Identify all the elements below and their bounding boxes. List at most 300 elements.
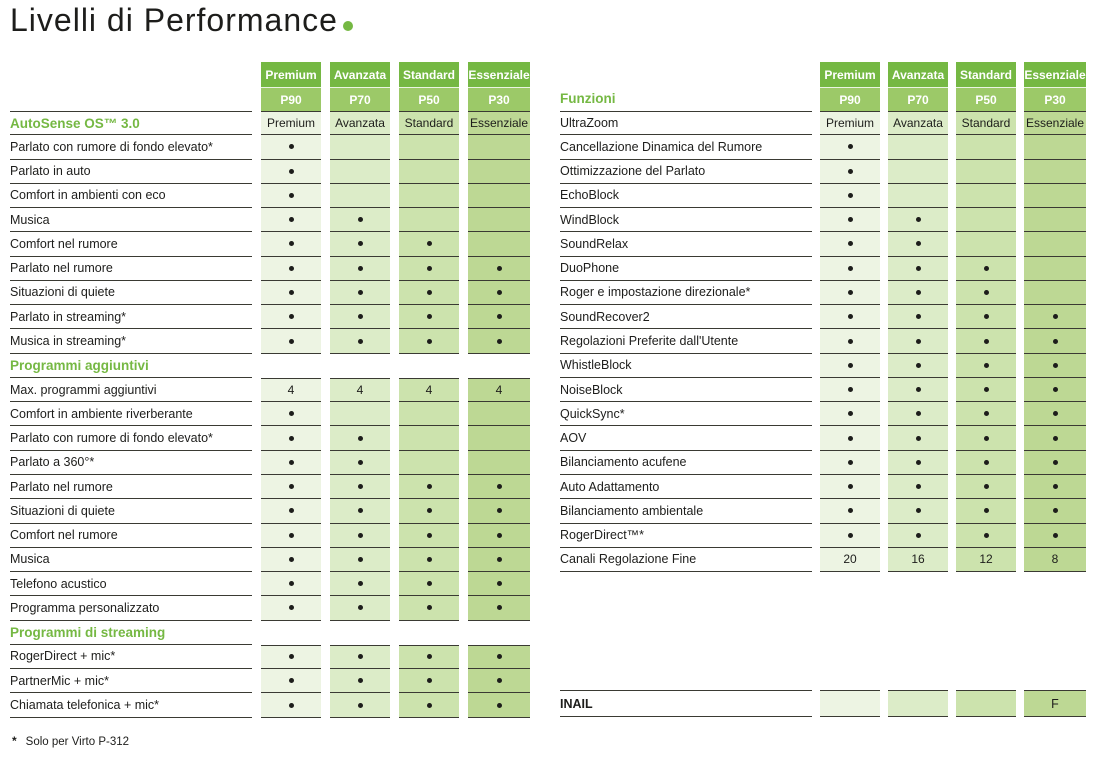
row-label: Parlato in auto bbox=[10, 160, 252, 184]
empty-cell bbox=[468, 160, 530, 184]
feature-dot-icon bbox=[497, 508, 502, 513]
feature-dot-icon bbox=[289, 678, 294, 683]
feature-dot-icon bbox=[497, 654, 502, 659]
feature-dot-icon bbox=[984, 266, 989, 271]
value-cell: Standard bbox=[956, 111, 1016, 135]
feature-cell bbox=[261, 426, 321, 450]
feature-cell bbox=[1024, 499, 1086, 523]
feature-dot-icon bbox=[848, 241, 853, 246]
value-cell: Avanzata bbox=[888, 111, 948, 135]
feature-cell bbox=[261, 548, 321, 572]
feature-dot-icon bbox=[358, 678, 363, 683]
inail-row bbox=[560, 690, 1086, 717]
feature-dot-icon bbox=[289, 508, 294, 513]
feature-cell bbox=[261, 645, 321, 669]
row-label: Chiamata telefonica + mic* bbox=[10, 693, 252, 717]
feature-dot-icon bbox=[497, 266, 502, 271]
feature-cell bbox=[330, 475, 390, 499]
feature-dot-icon bbox=[984, 339, 989, 344]
feature-dot-icon bbox=[848, 436, 853, 441]
functions-comparison-table bbox=[560, 62, 1086, 572]
feature-dot-icon bbox=[984, 314, 989, 319]
feature-dot-icon bbox=[289, 411, 294, 416]
feature-dot-icon bbox=[916, 339, 921, 344]
row-label: Bilanciamento acufene bbox=[560, 451, 812, 475]
feature-cell bbox=[820, 160, 880, 184]
feature-cell bbox=[888, 354, 948, 378]
feature-dot-icon bbox=[848, 290, 853, 295]
feature-cell bbox=[468, 524, 530, 548]
inail-empty-cell bbox=[888, 690, 948, 717]
empty-cell bbox=[468, 426, 530, 450]
feature-dot-icon bbox=[497, 339, 502, 344]
feature-dot-icon bbox=[289, 266, 294, 271]
feature-dot-icon bbox=[289, 605, 294, 610]
feature-cell bbox=[820, 475, 880, 499]
value-cell: 16 bbox=[888, 548, 948, 572]
row-label: Parlato nel rumore bbox=[10, 257, 252, 281]
code-header-p70: P70 bbox=[888, 88, 948, 111]
tier-header-p30: Essenziale bbox=[468, 62, 530, 88]
row-label: SoundRecover2 bbox=[560, 305, 812, 329]
value-cell: 4 bbox=[261, 378, 321, 402]
feature-cell bbox=[399, 645, 459, 669]
feature-cell bbox=[956, 378, 1016, 402]
feature-cell bbox=[888, 524, 948, 548]
feature-cell bbox=[399, 572, 459, 596]
feature-cell bbox=[399, 669, 459, 693]
feature-cell bbox=[261, 693, 321, 717]
feature-dot-icon bbox=[358, 339, 363, 344]
feature-dot-icon bbox=[358, 654, 363, 659]
feature-cell bbox=[261, 184, 321, 208]
feature-dot-icon bbox=[427, 508, 432, 513]
feature-cell bbox=[820, 378, 880, 402]
value-cell: Premium bbox=[261, 111, 321, 135]
feature-cell bbox=[956, 451, 1016, 475]
value-cell: Avanzata bbox=[330, 111, 390, 135]
feature-dot-icon bbox=[497, 290, 502, 295]
feature-dot-icon bbox=[848, 193, 853, 198]
feature-cell bbox=[820, 451, 880, 475]
feature-dot-icon bbox=[916, 314, 921, 319]
empty-cell bbox=[468, 184, 530, 208]
inail-empty-cell bbox=[956, 690, 1016, 717]
feature-cell bbox=[888, 475, 948, 499]
row-label: Parlato a 360°* bbox=[10, 451, 252, 475]
feature-dot-icon bbox=[848, 508, 853, 513]
feature-dot-icon bbox=[984, 460, 989, 465]
value-cell: Premium bbox=[820, 111, 880, 135]
feature-cell bbox=[1024, 354, 1086, 378]
empty-cell bbox=[399, 451, 459, 475]
feature-dot-icon bbox=[1053, 314, 1058, 319]
feature-cell bbox=[468, 257, 530, 281]
row-label: Musica in streaming* bbox=[10, 329, 252, 353]
feature-cell bbox=[956, 329, 1016, 353]
feature-cell bbox=[468, 281, 530, 305]
feature-dot-icon bbox=[916, 217, 921, 222]
feature-cell bbox=[468, 596, 530, 620]
feature-dot-icon bbox=[916, 460, 921, 465]
feature-dot-icon bbox=[427, 605, 432, 610]
page-title-text: Livelli di Performance bbox=[10, 2, 338, 38]
feature-dot-icon bbox=[497, 484, 502, 489]
feature-cell bbox=[820, 135, 880, 159]
feature-cell bbox=[261, 475, 321, 499]
row-label: Comfort nel rumore bbox=[10, 232, 252, 256]
feature-cell bbox=[261, 596, 321, 620]
feature-dot-icon bbox=[289, 193, 294, 198]
empty-cell bbox=[956, 160, 1016, 184]
feature-dot-icon bbox=[984, 533, 989, 538]
row-label: Parlato con rumore di fondo elevato* bbox=[10, 135, 252, 159]
feature-cell bbox=[330, 693, 390, 717]
row-label: SoundRelax bbox=[560, 232, 812, 256]
row-label: Comfort nel rumore bbox=[10, 524, 252, 548]
empty-cell bbox=[468, 208, 530, 232]
feature-cell bbox=[820, 281, 880, 305]
feature-dot-icon bbox=[289, 169, 294, 174]
empty-cell bbox=[888, 184, 948, 208]
feature-cell bbox=[468, 475, 530, 499]
tier-header-p50: Standard bbox=[399, 62, 459, 88]
feature-dot-icon bbox=[916, 290, 921, 295]
feature-dot-icon bbox=[848, 484, 853, 489]
feature-cell bbox=[261, 257, 321, 281]
code-header-p50: P50 bbox=[956, 88, 1016, 111]
feature-cell bbox=[399, 475, 459, 499]
row-label: Parlato nel rumore bbox=[10, 475, 252, 499]
row-label: Situazioni di quiete bbox=[10, 281, 252, 305]
feature-cell bbox=[956, 257, 1016, 281]
feature-cell bbox=[330, 669, 390, 693]
section-title: AutoSense OS™ 3.0 bbox=[10, 111, 252, 135]
feature-dot-icon bbox=[427, 484, 432, 489]
feature-dot-icon bbox=[848, 411, 853, 416]
feature-dot-icon bbox=[289, 654, 294, 659]
feature-cell bbox=[399, 693, 459, 717]
empty-cell bbox=[399, 160, 459, 184]
feature-dot-icon bbox=[916, 484, 921, 489]
feature-cell bbox=[888, 232, 948, 256]
title-green-dot-icon bbox=[343, 21, 353, 31]
empty-cell bbox=[399, 184, 459, 208]
feature-dot-icon bbox=[289, 703, 294, 708]
tier-header-p50: Standard bbox=[956, 62, 1016, 88]
feature-cell bbox=[261, 208, 321, 232]
feature-dot-icon bbox=[916, 363, 921, 368]
feature-dot-icon bbox=[1053, 363, 1058, 368]
feature-dot-icon bbox=[1053, 508, 1058, 513]
feature-dot-icon bbox=[358, 557, 363, 562]
feature-cell bbox=[261, 305, 321, 329]
feature-cell bbox=[888, 426, 948, 450]
feature-cell bbox=[261, 402, 321, 426]
feature-dot-icon bbox=[848, 460, 853, 465]
feature-cell bbox=[330, 645, 390, 669]
row-label: Ottimizzazione del Parlato bbox=[560, 160, 812, 184]
feature-cell bbox=[956, 499, 1016, 523]
feature-cell bbox=[468, 693, 530, 717]
row-label: Comfort in ambiente riverberante bbox=[10, 402, 252, 426]
feature-cell bbox=[956, 524, 1016, 548]
tier-header-p90: Premium bbox=[261, 62, 321, 88]
feature-dot-icon bbox=[848, 314, 853, 319]
code-header-p30: P30 bbox=[1024, 88, 1086, 111]
feature-cell bbox=[1024, 329, 1086, 353]
feature-cell bbox=[261, 329, 321, 353]
feature-dot-icon bbox=[984, 436, 989, 441]
feature-cell bbox=[820, 305, 880, 329]
feature-cell bbox=[399, 499, 459, 523]
feature-cell bbox=[820, 402, 880, 426]
inail-value-cell: F bbox=[1024, 690, 1086, 717]
feature-dot-icon bbox=[427, 314, 432, 319]
feature-cell bbox=[399, 305, 459, 329]
feature-cell bbox=[330, 524, 390, 548]
feature-dot-icon bbox=[289, 460, 294, 465]
feature-cell bbox=[468, 499, 530, 523]
feature-cell bbox=[956, 475, 1016, 499]
feature-dot-icon bbox=[984, 363, 989, 368]
empty-cell bbox=[330, 160, 390, 184]
feature-dot-icon bbox=[427, 241, 432, 246]
feature-dot-icon bbox=[984, 508, 989, 513]
row-label: Situazioni di quiete bbox=[10, 499, 252, 523]
feature-cell bbox=[261, 451, 321, 475]
feature-dot-icon bbox=[497, 314, 502, 319]
empty-cell bbox=[1024, 135, 1086, 159]
feature-cell bbox=[888, 499, 948, 523]
feature-cell bbox=[261, 160, 321, 184]
feature-dot-icon bbox=[289, 144, 294, 149]
section-title: Programmi aggiuntivi bbox=[10, 354, 252, 378]
feature-dot-icon bbox=[916, 241, 921, 246]
feature-dot-icon bbox=[358, 484, 363, 489]
empty-cell bbox=[399, 426, 459, 450]
empty-cell bbox=[468, 135, 530, 159]
feature-dot-icon bbox=[1053, 436, 1058, 441]
feature-cell bbox=[1024, 475, 1086, 499]
feature-dot-icon bbox=[358, 217, 363, 222]
feature-dot-icon bbox=[358, 241, 363, 246]
feature-dot-icon bbox=[984, 290, 989, 295]
inail-label: INAIL bbox=[560, 690, 812, 717]
feature-dot-icon bbox=[427, 557, 432, 562]
empty-cell bbox=[468, 451, 530, 475]
feature-dot-icon bbox=[497, 605, 502, 610]
feature-cell bbox=[261, 524, 321, 548]
feature-dot-icon bbox=[358, 290, 363, 295]
code-header-p70: P70 bbox=[330, 88, 390, 111]
code-header-p50: P50 bbox=[399, 88, 459, 111]
footnote-text: Solo per Virto P-312 bbox=[25, 736, 130, 748]
code-header-p90: P90 bbox=[261, 88, 321, 111]
feature-dot-icon bbox=[358, 533, 363, 538]
feature-dot-icon bbox=[497, 557, 502, 562]
feature-dot-icon bbox=[358, 581, 363, 586]
feature-cell bbox=[468, 669, 530, 693]
feature-cell bbox=[330, 499, 390, 523]
feature-cell bbox=[399, 232, 459, 256]
feature-dot-icon bbox=[848, 339, 853, 344]
feature-cell bbox=[820, 499, 880, 523]
feature-dot-icon bbox=[916, 387, 921, 392]
feature-dot-icon bbox=[289, 484, 294, 489]
feature-dot-icon bbox=[289, 217, 294, 222]
feature-dot-icon bbox=[289, 241, 294, 246]
value-cell: 12 bbox=[956, 548, 1016, 572]
empty-cell bbox=[888, 160, 948, 184]
empty-cell bbox=[468, 232, 530, 256]
feature-dot-icon bbox=[916, 266, 921, 271]
feature-cell bbox=[330, 426, 390, 450]
empty-cell bbox=[956, 135, 1016, 159]
feature-cell bbox=[820, 257, 880, 281]
feature-cell bbox=[1024, 524, 1086, 548]
feature-dot-icon bbox=[289, 290, 294, 295]
feature-cell bbox=[399, 596, 459, 620]
footnote bbox=[12, 734, 129, 748]
value-cell: Standard bbox=[399, 111, 459, 135]
feature-cell bbox=[330, 305, 390, 329]
feature-cell bbox=[399, 548, 459, 572]
feature-cell bbox=[956, 281, 1016, 305]
feature-dot-icon bbox=[848, 363, 853, 368]
feature-cell bbox=[888, 281, 948, 305]
header-label-cell bbox=[560, 62, 812, 111]
feature-dot-icon bbox=[289, 314, 294, 319]
feature-cell bbox=[1024, 305, 1086, 329]
feature-dot-icon bbox=[497, 581, 502, 586]
feature-dot-icon bbox=[358, 605, 363, 610]
page-title bbox=[10, 2, 353, 39]
feature-dot-icon bbox=[1053, 533, 1058, 538]
row-label: AOV bbox=[560, 426, 812, 450]
feature-cell bbox=[888, 329, 948, 353]
row-label: Cancellazione Dinamica del Rumore bbox=[560, 135, 812, 159]
feature-dot-icon bbox=[1053, 460, 1058, 465]
feature-cell bbox=[820, 329, 880, 353]
row-label: Parlato con rumore di fondo elevato* bbox=[10, 426, 252, 450]
feature-dot-icon bbox=[848, 533, 853, 538]
feature-cell bbox=[1024, 378, 1086, 402]
feature-dot-icon bbox=[848, 169, 853, 174]
feature-cell bbox=[820, 184, 880, 208]
empty-cell bbox=[1024, 281, 1086, 305]
feature-dot-icon bbox=[358, 266, 363, 271]
row-label: UltraZoom bbox=[560, 111, 812, 135]
feature-cell bbox=[1024, 451, 1086, 475]
tier-header-p70: Avanzata bbox=[888, 62, 948, 88]
feature-cell bbox=[468, 548, 530, 572]
feature-dot-icon bbox=[1053, 411, 1058, 416]
empty-cell bbox=[956, 232, 1016, 256]
code-header-p30: P30 bbox=[468, 88, 530, 111]
feature-cell bbox=[468, 329, 530, 353]
feature-dot-icon bbox=[427, 581, 432, 586]
footnote-marker: * bbox=[12, 734, 17, 748]
feature-cell bbox=[956, 305, 1016, 329]
feature-cell bbox=[956, 354, 1016, 378]
feature-cell bbox=[888, 451, 948, 475]
value-cell: 8 bbox=[1024, 548, 1086, 572]
feature-cell bbox=[330, 451, 390, 475]
feature-dot-icon bbox=[427, 703, 432, 708]
row-label: WindBlock bbox=[560, 208, 812, 232]
feature-cell bbox=[330, 596, 390, 620]
feature-dot-icon bbox=[984, 387, 989, 392]
feature-dot-icon bbox=[984, 484, 989, 489]
row-label: RogerDirect + mic* bbox=[10, 645, 252, 669]
feature-cell bbox=[330, 572, 390, 596]
feature-dot-icon bbox=[289, 533, 294, 538]
feature-cell bbox=[888, 305, 948, 329]
row-label: PartnerMic + mic* bbox=[10, 669, 252, 693]
feature-cell bbox=[956, 426, 1016, 450]
feature-dot-icon bbox=[1053, 387, 1058, 392]
feature-cell bbox=[261, 135, 321, 159]
feature-dot-icon bbox=[358, 703, 363, 708]
row-label: Auto Adattamento bbox=[560, 475, 812, 499]
feature-dot-icon bbox=[427, 290, 432, 295]
feature-dot-icon bbox=[1053, 484, 1058, 489]
row-label: NoiseBlock bbox=[560, 378, 812, 402]
row-label: Bilanciamento ambientale bbox=[560, 499, 812, 523]
programs-comparison-table bbox=[10, 62, 530, 718]
feature-dot-icon bbox=[358, 436, 363, 441]
row-label: DuoPhone bbox=[560, 257, 812, 281]
feature-cell bbox=[399, 257, 459, 281]
feature-dot-icon bbox=[358, 460, 363, 465]
feature-dot-icon bbox=[848, 266, 853, 271]
feature-cell bbox=[330, 257, 390, 281]
empty-cell bbox=[399, 135, 459, 159]
feature-dot-icon bbox=[497, 703, 502, 708]
feature-cell bbox=[399, 524, 459, 548]
empty-cell bbox=[956, 184, 1016, 208]
row-label: Telefono acustico bbox=[10, 572, 252, 596]
value-cell: 20 bbox=[820, 548, 880, 572]
feature-cell bbox=[820, 426, 880, 450]
feature-dot-icon bbox=[916, 411, 921, 416]
feature-dot-icon bbox=[289, 436, 294, 441]
feature-dot-icon bbox=[848, 217, 853, 222]
empty-cell bbox=[1024, 184, 1086, 208]
empty-cell bbox=[330, 402, 390, 426]
feature-dot-icon bbox=[916, 436, 921, 441]
feature-dot-icon bbox=[358, 508, 363, 513]
feature-cell bbox=[468, 572, 530, 596]
feature-cell bbox=[468, 645, 530, 669]
feature-dot-icon bbox=[848, 387, 853, 392]
empty-cell bbox=[1024, 257, 1086, 281]
row-label: Max. programmi aggiuntivi bbox=[10, 378, 252, 402]
feature-dot-icon bbox=[427, 266, 432, 271]
row-label: Regolazioni Preferite dall'Utente bbox=[560, 329, 812, 353]
feature-cell bbox=[1024, 426, 1086, 450]
feature-dot-icon bbox=[289, 581, 294, 586]
empty-cell bbox=[1024, 208, 1086, 232]
row-label: Musica bbox=[10, 548, 252, 572]
feature-cell bbox=[261, 669, 321, 693]
feature-dot-icon bbox=[1053, 339, 1058, 344]
feature-cell bbox=[261, 499, 321, 523]
feature-dot-icon bbox=[848, 144, 853, 149]
section-title: Programmi di streaming bbox=[10, 621, 252, 645]
feature-dot-icon bbox=[497, 678, 502, 683]
